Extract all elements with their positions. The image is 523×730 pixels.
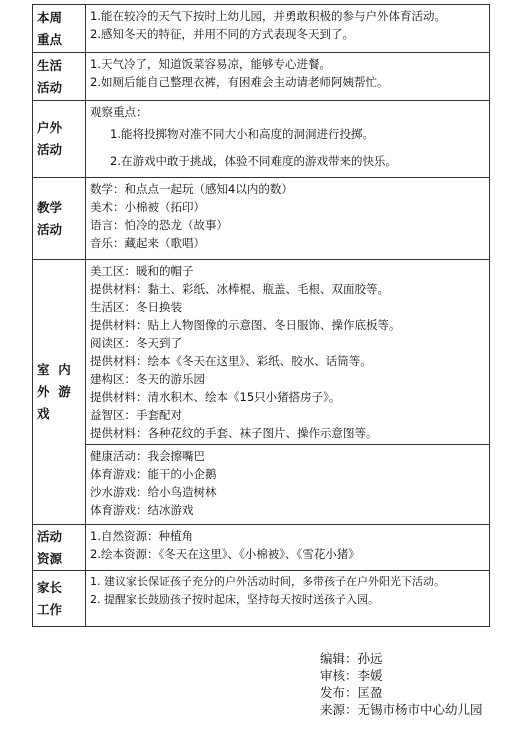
label-life-activity [33, 53, 86, 101]
content-weekly-focus [86, 5, 490, 53]
row-activity-resources [33, 525, 490, 571]
teaching-line: 音乐：藏起来（歌唱） [90, 236, 205, 250]
label-outdoor-activity [33, 101, 86, 178]
label-weekly-focus [33, 5, 86, 53]
label-line: 外 游 [37, 384, 71, 399]
focus-line: 2.感知冬天的特征，并用不同的方式表现冬天到了。 [90, 27, 354, 41]
focus-line: 1.能在较冷的天气下按时上幼儿园，并勇敢积极的参与户外体育活动。 [90, 9, 446, 23]
publisher-credit: 发布：匡盈 [320, 685, 383, 700]
indoor-area-line: 美工区：暖和的帽子 [90, 264, 194, 278]
resource-line: 1.自然资源：种植角 [90, 529, 193, 543]
outdoor-line: 2.在游戏中敢于挑战，体验不同难度的游戏带来的快乐。 [110, 154, 397, 168]
content-teaching-activity [86, 178, 490, 260]
label-line: 活动 [37, 142, 63, 157]
weekly-plan-table [32, 4, 490, 627]
label-activity-resources [33, 525, 86, 571]
label-teaching-activity [33, 178, 86, 260]
content-outdoor-activity [86, 101, 490, 178]
row-area-games [33, 260, 490, 525]
outdoor-line: 1.能将投掷物对准不同大小和高度的洞洞进行投掷。 [110, 127, 374, 141]
outdoor-game-line: 健康活动：我会擦嘴巴 [90, 449, 205, 463]
life-line: 1.天气冷了，知道饭菜容易凉，能够专心进餐。 [90, 57, 331, 71]
label-parent-work [33, 571, 86, 627]
indoor-area-line: 提供材料：清水积木、绘本《15只小猪搭房子》。 [90, 390, 341, 404]
label-line: 户外 [37, 120, 63, 135]
resource-line: 2.绘本资源：《冬天在这里》、《小棉被》、《雪花小猪》 [90, 547, 360, 561]
observation-heading: 观察重点： [90, 105, 148, 119]
outdoor-game-line: 沙水游戏：给小鸟造树林 [90, 485, 217, 499]
indoor-area-line: 提供材料：绘本《冬天在这里》、彩纸、胶水、话筒等。 [90, 354, 372, 368]
credits-block [320, 650, 483, 718]
label-line: 活动 [37, 221, 63, 237]
label-line: 生活 [37, 57, 63, 73]
indoor-area-line: 益智区：手套配对 [90, 408, 182, 422]
parent-line: 1. 建议家长保证孩子充分的户外活动时间，多带孩子在户外阳光下活动。 [90, 575, 445, 588]
parent-line: 2. 提醒家长鼓励孩子按时起床，坚持每天按时送孩子入园。 [90, 593, 379, 606]
editor-credit: 编辑：孙远 [320, 651, 383, 666]
content-activity-resources [86, 525, 490, 571]
label-line: 资源 [37, 550, 63, 566]
indoor-area-line: 提供材料：贴上人物图像的示意图、冬日服饰、操作底板等。 [90, 318, 401, 332]
label-line: 家长 [37, 579, 63, 595]
label-line: 活动 [37, 528, 63, 544]
content-area-games [86, 260, 490, 525]
reviewer-credit: 审核：李媛 [320, 668, 383, 683]
outdoor-game-line: 体育游戏：结冰游戏 [90, 503, 194, 517]
label-line: 室 内 [37, 362, 71, 377]
indoor-area-line: 建构区：冬天的游乐园 [90, 372, 205, 386]
life-line: 2.如厕后能自己整理衣裤，有困难会主动请老师阿姨帮忙。 [90, 75, 389, 89]
indoor-area-line: 生活区：冬日换装 [90, 300, 182, 314]
teaching-line: 美术：小棉被（拓印） [90, 200, 205, 214]
source-credit: 来源：无锡市杨市中心幼儿园 [320, 702, 483, 717]
row-weekly-focus [33, 5, 490, 53]
teaching-line: 语言：怕冷的恐龙（故事） [90, 218, 228, 232]
indoor-area-line: 阅读区：冬天到了 [90, 336, 182, 350]
row-parent-work [33, 571, 490, 627]
label-line: 活动 [37, 79, 63, 95]
label-line: 教学 [37, 199, 63, 215]
label-area-games [33, 260, 86, 525]
outdoor-games-section [86, 444, 489, 519]
label-line: 重点 [37, 31, 63, 47]
indoor-area-line: 提供材料：各种花纹的手套、袜子图片、操作示意图等。 [90, 426, 378, 440]
content-parent-work [86, 571, 490, 627]
row-outdoor-activity [33, 101, 490, 178]
label-line: 戏 [37, 406, 50, 421]
teaching-line: 数学：和点点一起玩（感知4以内的数） [90, 182, 293, 196]
content-life-activity [86, 53, 490, 101]
row-life-activity [33, 53, 490, 101]
label-line: 本周 [37, 9, 63, 25]
row-teaching-activity [33, 178, 490, 260]
outdoor-game-line: 体育游戏：能干的小企鹅 [90, 467, 217, 481]
indoor-area-line: 提供材料：黏土、彩纸、冰棒棍、瓶盖、毛根、双面胶等。 [90, 282, 389, 296]
label-line: 工作 [37, 601, 63, 617]
